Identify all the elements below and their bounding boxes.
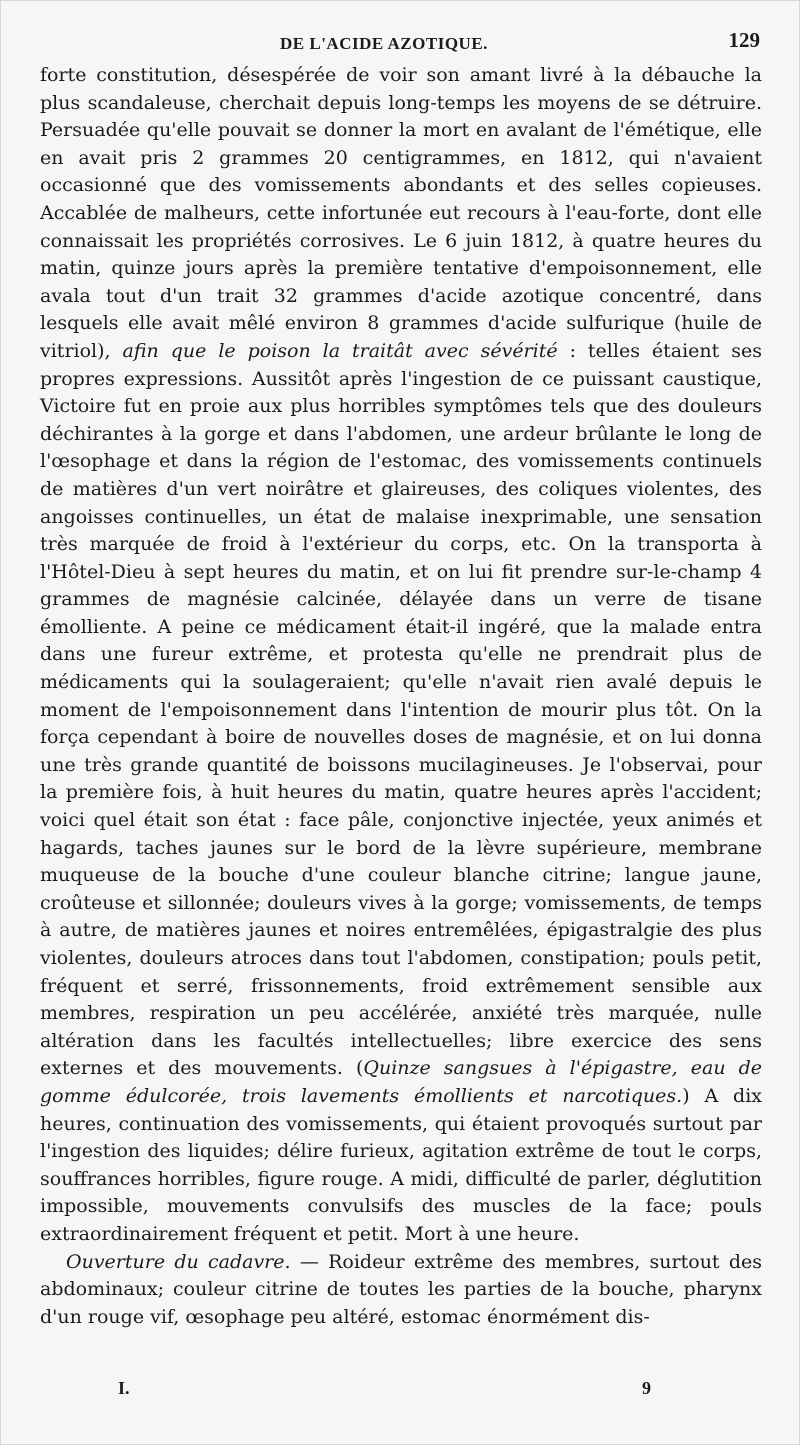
italic-text: Quinze sangsues à l'épigastre, eau de gomme édulcorée, trois lavements émollients et narcotiques. <box>40 1057 762 1107</box>
text-run: forte constitution, désespérée de voir son amant livré à la débauche la plus scandaleuse, cherchait depuis long-temps les moyens de se détruire. Persuadée qu'elle pouvait se donner la mort en avalant de l'émétique, elle en avait pris 2 grammes 20 centigrammes, en 1812, qui n'avaient occasionné que des vomissements abondants et des selles copieuses. Accablée de malheurs, cette infortunée eut recours à l'eau-forte, dont elle connaissait les propriétés corrosives. Le 6 juin 1812, à quatre heures du matin, quinze jours après la première tentative d'empoisonnement, elle avala tout d'un trait 32 grammes d'acide azotique concentré, dans lesquels elle avait mêlé environ 8 grammes d'acide sulfurique (huile de vitriol), <box>40 64 762 362</box>
text-run: : telles étaient ses propres expressions. Aussitôt après l'ingestion de ce puissant caustique, Victoire fut en proie aux plus horribles symptômes tels que des douleurs déchirantes à la gorge et dans l'abdomen, une ardeur brûlante le long de l'œsophage et dans la région de l'estomac, des vomissements continuels de matières d'un vert noirâtre et glaireuses, des coliques violentes, des angoisses continuelles, un état de malaise inexprimable, une sensation très marquée de froid à l'extérieur du corps, etc. On la transporta à l'Hôtel-Dieu à sept heures du matin, et on lui fit prendre sur-le-champ 4 grammes de magnésie calcinée, délayée dans un verre de tisane émolliente. A peine ce médicament était-il ingéré, que la malade entra dans une fureur extrême, et protesta qu'elle ne prendrait plus de médicaments qui la soulageraient; qu'elle n'avait rien avalé depuis le moment de l'empoisonnement dans l'intention de mourir plus tôt. On la força cependant à boire de nouvelles doses de magnésie, et on lui donna une très grande quantité de boissons mucilagineuses. Je l'observai, pour la première fois, à huit heures du matin, quatre heures après l'accident; voici quel était son état : face pâle, conjonctive injectée, yeux animés et hagards, taches jaunes sur le bord de la lèvre supérieure, membrane muqueuse de la bouche d'une couleur blanche citrine; langue jaune, croûteuse et sillonnée; douleurs vives à la gorge; vomissements, de temps à autre, de matières jaunes et noires entremêlées, épigastralgie des plus violentes, douleurs atroces dans tout l'abdomen, constipation; pouls petit, fréquent et serré, frissonnements, froid extrêmement sensible aux membres, respiration un peu accélérée, anxiété très marquée, nulle altération dans les facultés intellectuelles; libre exercice des sens externes et des mouvements. ( <box>40 339 762 1080</box>
page-footer <box>0 1378 800 1408</box>
italic-text: afin que le poison la traitât avec sévérité <box>122 339 558 362</box>
signature-volume: I. <box>118 1378 130 1398</box>
running-title: DE L'ACIDE AZOTIQUE. <box>280 34 488 53</box>
paragraph <box>40 1249 762 1332</box>
body-text <box>40 62 762 1331</box>
text-run: — Roideur extrême des membres, surtout des abdominaux; couleur citrine de toutes les parties de la bouche, pharynx d'un rouge vif, œsophage peu altéré, estomac énormément dis- <box>40 1250 762 1328</box>
running-head <box>40 28 762 62</box>
signature-sheet: 9 <box>642 1378 651 1398</box>
paragraph <box>40 62 762 1249</box>
italic-text: Ouverture du cadavre. <box>66 1250 291 1273</box>
text-run: ) A dix heures, continuation des vomissements, qui étaient provoqués surtout par l'ingestion des liquides; délire furieux, agitation extrême de tout le corps, souffrances horribles, figure rouge. A midi, difficulté de parler, déglutition impossible, mouvements convulsifs des muscles de la face; pouls extraordinairement fréquent et petit. Mort à une heure. <box>40 1084 762 1245</box>
page-number: 129 <box>728 28 760 52</box>
